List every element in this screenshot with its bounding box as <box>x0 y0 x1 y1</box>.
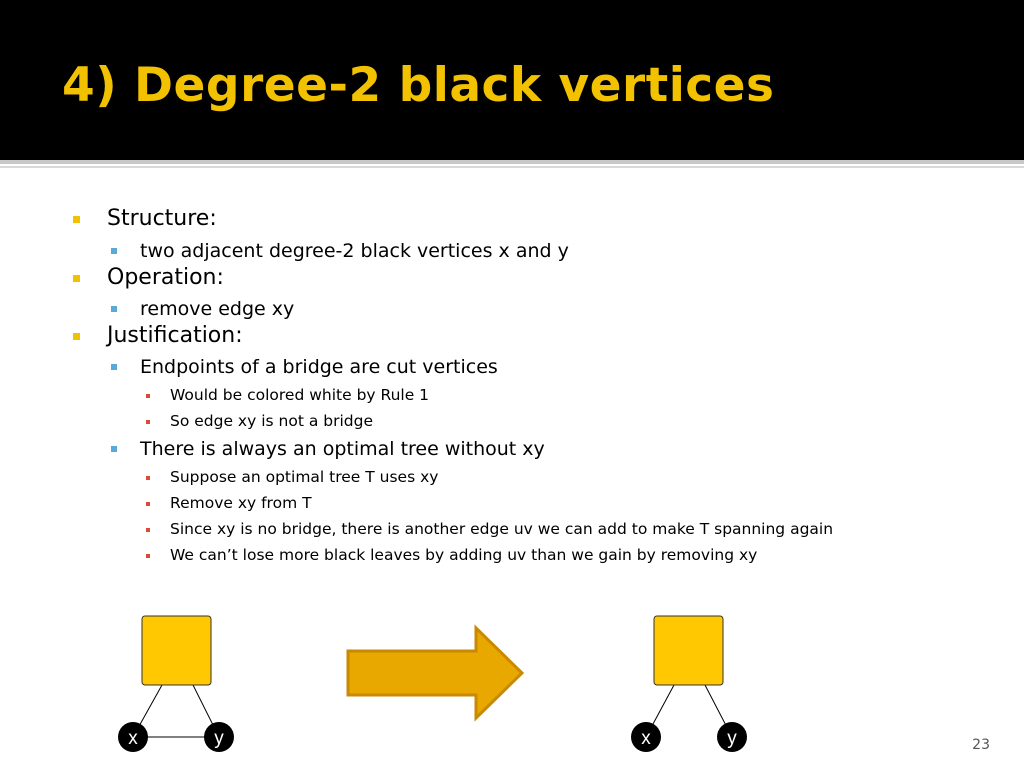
bullet-marker <box>146 528 150 532</box>
outline-item: We can’t lose more black leaves by adding uv than we gain by removing xy <box>170 546 758 564</box>
outline-item: Operation: <box>107 265 224 290</box>
outline-item: Remove xy from T <box>170 494 312 512</box>
outline-item: Suppose an optimal tree T uses xy <box>170 468 439 486</box>
vertex-x-label: x <box>128 728 138 749</box>
vertex-y-label: y <box>727 728 737 749</box>
bullet-marker <box>73 216 80 223</box>
outline-item: Endpoints of a bridge are cut vertices <box>140 356 498 378</box>
bullet-marker <box>146 502 150 506</box>
vertex-y-label: y <box>214 728 224 749</box>
vertex-x-label: x <box>641 728 651 749</box>
bullet-marker <box>146 554 150 558</box>
bullet-marker <box>111 306 117 312</box>
white-vertex-square <box>142 616 211 685</box>
outline-item: Structure: <box>107 206 217 231</box>
bullet-marker <box>111 364 117 370</box>
bullet-marker <box>73 333 80 340</box>
bullet-marker <box>146 420 150 424</box>
outline-item: Justification: <box>107 323 243 348</box>
slide-number: 23 <box>972 737 990 753</box>
bullet-marker <box>111 446 117 452</box>
outline-item: Would be colored white by Rule 1 <box>170 386 430 404</box>
outline-item: There is always an optimal tree without xy <box>140 438 545 460</box>
bullet-marker <box>146 394 150 398</box>
slide-title: 4) Degree-2 black vertices <box>62 58 775 113</box>
right-arrow-icon <box>348 628 522 718</box>
outline-item: So edge xy is not a bridge <box>170 412 373 430</box>
outline-item: remove edge xy <box>140 298 295 320</box>
diagram-before <box>118 616 234 752</box>
bullet-marker <box>73 275 80 282</box>
outline-item: Since xy is no bridge, there is another edge uv we can add to make T spanning again <box>170 520 834 538</box>
white-vertex-square <box>654 616 723 685</box>
outline-item: two adjacent degree-2 black vertices x and y <box>140 240 569 262</box>
bullet-marker <box>111 248 117 254</box>
bullet-marker <box>146 476 150 480</box>
diagram-after <box>631 616 747 752</box>
graph-diagram <box>0 590 1024 768</box>
